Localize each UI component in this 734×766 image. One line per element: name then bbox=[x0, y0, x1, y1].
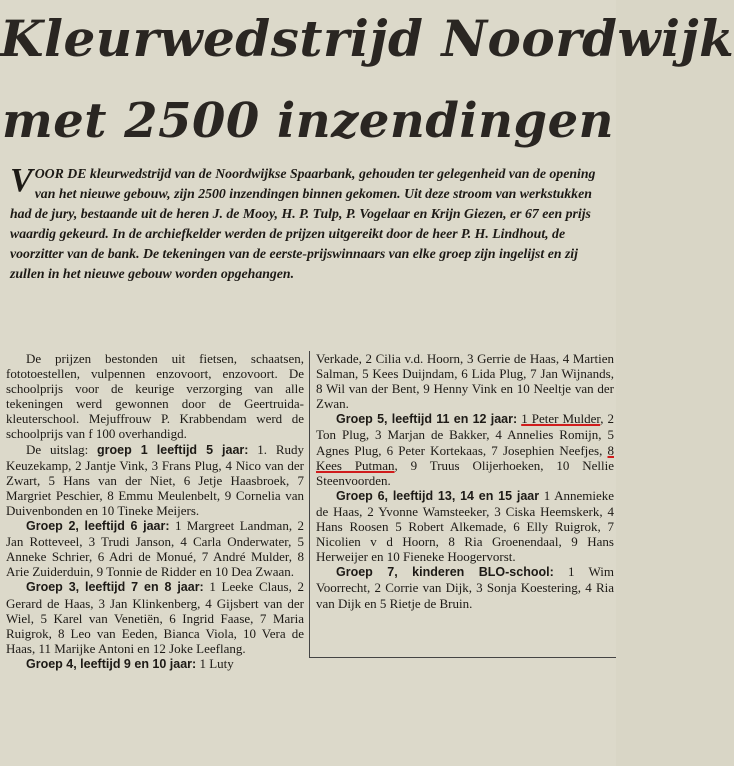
group-3-results bbox=[6, 579, 304, 655]
underlined-name-kees-putman: 8 Kees Putman bbox=[316, 442, 614, 473]
column-divider bbox=[309, 351, 310, 657]
drop-cap: V bbox=[10, 162, 33, 199]
group-6-results bbox=[316, 488, 614, 564]
right-column bbox=[316, 351, 614, 611]
group-3-names: 1 Leeke Claus, 2 Gerard de Haas, 3 Jan Klinkenberg, 4 Gijsbert van der Wiel, 5 Karel van Venetiën, 6 Ingrid Faase, 7 Maria Ruigrok, 8 Leo van Eeden, Bianca Viola, 10 Vera de Haas, 11 Marijke Antoni en 12 Joke Leeflang. bbox=[6, 579, 304, 656]
column-end-rule bbox=[309, 657, 616, 658]
group-4-results-continued: Verkade, 2 Cilia v.d. Hoorn, 3 Gerrie de Haas, 4 Martien Salman, 5 Kees Duijndam, 6 Lida Plug, 7 Jan Wijnands, 8 Wil van der Bent, 9 Henny Vink en 10 Neeltje van der Zwan. bbox=[316, 351, 614, 412]
group-4-heading: Groep 4, leeftijd 9 en 10 jaar: bbox=[26, 656, 197, 671]
group-5-names-end: , 9 Truus Olijerhoeken, 10 Nellie Steenvoorden. bbox=[316, 457, 614, 488]
group-7-heading: Groep 7, kinderen BLO-school: bbox=[336, 565, 554, 580]
headline-line-2: met 2500 inzendingen bbox=[1, 93, 615, 149]
intro-text: OOR DE kleurwedstrijd van de Noordwijkse Spaarbank, gehouden ter gelegenheid van de opening van het nieuwe gebouw, zijn 2500 inzendingen binnen gekomen. Uit deze stroom van werkstukken had de jury, bestaande uit de heren J. de Mooy, H. P. Tulp, P. Vogelaar en Krijn Giezen, er 67 een prijs waardig gekeurd. In de archiefkelder werden de prijzen uitgereikt door de heer P. H. Lindhout, de voorzitter van de bank. De tekeningen van de eerste-prijswinnaars van elke groep zijn ingelijst en zij zullen in het nieuwe gebouw worden opgehangen. bbox=[10, 166, 596, 281]
group-2-results bbox=[6, 518, 304, 579]
group-4-results-start bbox=[6, 656, 304, 672]
prizes-paragraph: De prijzen bestonden uit fietsen, schaatsen, fototoestellen, vulpennen enzovoort, enzovoort. De schoolprijs voor de keurige verzorging van alle tekeningen werd gewonnen door de Geertruida-kleuterschool. Mejuffrouw P. Krabbendam werd de schoolprijs van f 100 overhandigd. bbox=[6, 351, 304, 442]
group-3-heading: Groep 3, leeftijd 7 en 8 jaar: bbox=[26, 580, 204, 595]
group-1-results bbox=[6, 442, 304, 518]
headline-line-1: Kleurwedstrijd Noordwijk bbox=[0, 9, 734, 68]
group-4-names-start: 1 Luty bbox=[196, 655, 234, 671]
group-6-names: 1 Annemieke de Haas, 2 Yvonne Wamsteeker, 3 Ciska Heemskerk, 4 Hans Roosen 5 Robert Alkemade, 6 Elly Ruigrok, 7 Nicolien v d Hoorn, 8 Ria Groenendaal, 9 Hans Herweijer en 10 Fieneke Hoogervorst. bbox=[316, 487, 614, 565]
left-column bbox=[6, 351, 304, 672]
group-2-names: 1 Margreet Landman, 2 Jan Rotteveel, 3 Trudi Janson, 4 Carla Onderwater, 5 Anneke Schrier, 6 Adri de Monué, 7 André Mulder, 8 Arie Zuiderduin, 9 Tonnie de Ridder en 10 Dea Zwaan. bbox=[6, 518, 305, 580]
underlined-name-peter-mulder: 1 Peter Mulder bbox=[521, 411, 601, 427]
group-6-heading: Groep 6, leeftijd 13, 14 en 15 jaar bbox=[336, 488, 540, 503]
group-5-heading: Groep 5, leeftijd 11 en 12 jaar: bbox=[336, 412, 518, 427]
group-5-names: , 2 Ton Plug, 3 Marjan de Bakker, 4 Annelies Romijn, 5 Agnes Plug, 6 Peter Kortekaas, 7 Josephien Neefjes, bbox=[316, 411, 614, 458]
group-2-heading: Groep 2, leeftijd 6 jaar: bbox=[26, 519, 170, 534]
group-5-results bbox=[316, 411, 614, 487]
group-7-results bbox=[316, 564, 614, 610]
group-7-names: 1 Wim Voorrecht, 2 Corrie van Dijk, 3 Sonja Koestering, 4 Ria van Dijk en 5 Rietje de Bruin. bbox=[316, 564, 614, 611]
results-lead: De uitslag: bbox=[26, 441, 98, 457]
intro-paragraph bbox=[10, 164, 610, 283]
group-1-names: 1. Rudy Keuzekamp, 2 Jantje Vink, 3 Frans Plug, 4 Nico van der Zwart, 5 Hans van der Niet, 6 Jetje Haasbroek, 7 Margriet Peschier, 8 Emmu Meulenbelt, 9 Cornelia van Duivenbonden en 10 Tineke Meijers. bbox=[6, 441, 304, 518]
group-1-heading: groep 1 leeftijd 5 jaar: bbox=[97, 442, 249, 457]
